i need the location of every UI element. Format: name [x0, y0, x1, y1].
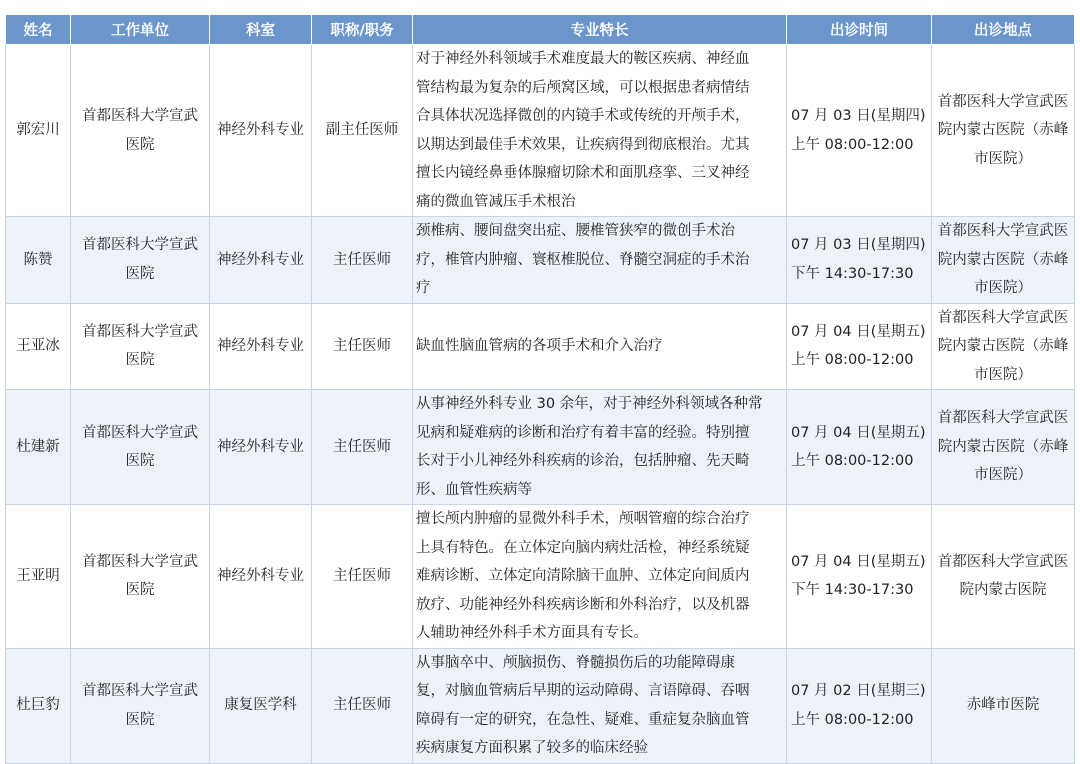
- work-unit-line: 首都医科大学宣武: [82, 108, 198, 124]
- header-row: [6, 15, 1075, 45]
- specialty: [413, 648, 787, 763]
- table-row: [6, 505, 1075, 649]
- work-unit-line: 医院: [125, 136, 155, 153]
- specialty-line: 形、血管性疾病等: [416, 481, 532, 498]
- specialty-line: 擅长内镜经鼻垂体腺瘤切除术和面肌痉挛、三叉神经: [416, 165, 750, 181]
- clinic-place: [932, 390, 1075, 505]
- clinic-place-line: 院内蒙古医院（赤峰: [937, 338, 1069, 354]
- job-title: 主任医师: [312, 217, 413, 304]
- specialty: [413, 45, 787, 217]
- job-title: 主任医师: [312, 390, 413, 505]
- header-place: 出诊地点: [932, 15, 1075, 45]
- work-unit-line: 首都医科大学宣武: [82, 553, 198, 570]
- table-row: [6, 303, 1075, 390]
- doctor-name: 杜建新: [6, 390, 71, 505]
- doctor-schedule-table: [5, 14, 1075, 764]
- clinic-time-line: 07 月 04 日(星期五): [791, 424, 926, 441]
- clinic-time-line: 下午 14:30-17:30: [791, 582, 914, 599]
- specialty-line: 擅长颅内肿瘤的显微外科手术，颅咽管瘤的综合治疗: [416, 511, 750, 527]
- clinic-place: [932, 303, 1075, 390]
- clinic-time-line: 07 月 03 日(星期四): [791, 108, 926, 124]
- clinic-time: [787, 303, 932, 390]
- work-unit: [71, 648, 210, 763]
- specialty-line: 从事脑卒中、颅脑损伤、脊髓损伤后的功能障碍康: [416, 654, 735, 671]
- clinic-place-line: 首都医科大学宣武医: [937, 223, 1069, 239]
- doctor-name: 杜巨豹: [6, 648, 71, 763]
- work-unit: [71, 505, 210, 649]
- specialty-line: 放疗、功能神经外科疾病诊断和外科治疗，以及机器: [416, 596, 750, 613]
- clinic-time-line: 上午 08:00-12:00: [791, 453, 914, 469]
- header-name: 姓名: [6, 15, 71, 45]
- specialty-line: 管结构最为复杂的后颅窝区域，可以根据患者病情结: [416, 79, 750, 96]
- work-unit-line: 首都医科大学宣武: [82, 424, 198, 441]
- clinic-time: [787, 648, 932, 763]
- clinic-time-line: 上午 08:00-12:00: [791, 136, 914, 153]
- work-unit-line: 首都医科大学宣武: [82, 323, 198, 340]
- specialty-line: 对于神经外科领域手术难度最大的鞍区疾病、神经血: [416, 51, 750, 67]
- clinic-time: [787, 505, 932, 649]
- specialty-line: 复，对脑血管病后早期的运动障碍、言语障碍、吞咽: [416, 683, 750, 699]
- specialty-line: 从事神经外科专业 30 余年，对于神经外科领域各种常: [416, 396, 763, 412]
- work-unit-line: 医院: [125, 582, 155, 599]
- specialty-line: 障碍有一定的研究，在急性、疑难、重症复杂脑血管: [416, 711, 750, 728]
- department: 神经外科专业: [210, 505, 312, 649]
- clinic-time-line: 07 月 04 日(星期五): [791, 553, 926, 570]
- clinic-time-line: 上午 08:00-12:00: [791, 711, 914, 728]
- clinic-place-line: 市医院）: [974, 467, 1032, 484]
- clinic-place-line: 首都医科大学宣武医: [937, 553, 1069, 570]
- work-unit: [71, 217, 210, 304]
- specialty-line: 疗，椎管内肿瘤、寰枢椎脱位、脊髓空洞症的手术治: [416, 251, 750, 268]
- clinic-place-line: 院内蒙古医院（赤峰: [937, 122, 1069, 139]
- department: 神经外科专业: [210, 217, 312, 304]
- clinic-place: [932, 648, 1075, 763]
- clinic-place: [932, 217, 1075, 304]
- doctor-name: 王亚冰: [6, 303, 71, 390]
- specialty-line: 以期达到最佳手术效果，让疾病得到彻底根治。尤其: [416, 136, 750, 153]
- specialty-line: 上具有特色。在立体定向脑内病灶活检，神经系统疑: [416, 539, 750, 556]
- work-unit: [71, 390, 210, 505]
- clinic-place: [932, 45, 1075, 217]
- clinic-place-line: 赤峰市医院: [966, 697, 1040, 714]
- clinic-time-line: 07 月 04 日(星期五): [791, 323, 926, 340]
- work-unit-line: 医院: [125, 453, 155, 469]
- specialty-line: 颈椎病、腰间盘突出症、腰椎管狭窄的微创手术治: [416, 223, 735, 239]
- job-title: 主任医师: [312, 505, 413, 649]
- job-title: 主任医师: [312, 648, 413, 763]
- specialty: [413, 390, 787, 505]
- specialty-line: 人辅助神经外科手术方面具有专长。: [416, 625, 648, 641]
- department: 神经外科专业: [210, 45, 312, 217]
- clinic-time-line: 上午 08:00-12:00: [791, 352, 914, 369]
- header-time: 出诊时间: [787, 15, 932, 45]
- specialty-line: 见病和疑难病的诊断和治疗有着丰富的经验。特别擅: [416, 424, 750, 441]
- work-unit-line: 医院: [125, 711, 155, 728]
- clinic-place-line: 院内蒙古医院: [959, 582, 1047, 599]
- department: 神经外科专业: [210, 303, 312, 390]
- clinic-time-line: 下午 14:30-17:30: [791, 265, 914, 282]
- specialty-line: 痛的微血管减压手术根治: [416, 193, 576, 210]
- clinic-time-line: 07 月 03 日(星期四): [791, 237, 926, 254]
- clinic-place-line: 院内蒙古医院（赤峰: [937, 251, 1069, 268]
- clinic-time: [787, 390, 932, 505]
- clinic-place-line: 首都医科大学宣武医: [937, 93, 1069, 110]
- specialty-line: 合具体状况选择微创的内镜手术或传统的开颅手术，: [416, 108, 750, 124]
- clinic-place-line: 市医院）: [974, 150, 1032, 167]
- clinic-place: [932, 505, 1075, 649]
- clinic-place-line: 首都医科大学宣武医: [937, 410, 1069, 427]
- specialty-line: 缺血性脑血管病的各项手术和介入治疗: [416, 338, 663, 354]
- doctor-name: 王亚明: [6, 505, 71, 649]
- specialty-line: 难病诊断、立体定向清除脑干血肿、立体定向间质内: [416, 568, 750, 584]
- clinic-time: [787, 217, 932, 304]
- header-specialty: 专业特长: [413, 15, 787, 45]
- work-unit: [71, 45, 210, 217]
- clinic-place-line: 市医院）: [974, 280, 1032, 296]
- work-unit: [71, 303, 210, 390]
- specialty-line: 疾病康复方面积累了较多的临床经验: [416, 740, 648, 756]
- table-row: [6, 45, 1075, 217]
- doctor-name: 陈赞: [6, 217, 71, 304]
- work-unit-line: 首都医科大学宣武: [82, 683, 198, 699]
- header-unit: 工作单位: [71, 15, 210, 45]
- specialty-line: 长对于小儿神经外科疾病的诊治，包括肿瘤、先天畸: [416, 453, 750, 469]
- table-row: [6, 648, 1075, 763]
- specialty: [413, 303, 787, 390]
- header-title: 职称/职务: [312, 15, 413, 45]
- work-unit-line: 医院: [125, 352, 155, 369]
- clinic-time-line: 07 月 02 日(星期三): [791, 683, 926, 699]
- table-row: [6, 390, 1075, 505]
- department: 神经外科专业: [210, 390, 312, 505]
- job-title: 主任医师: [312, 303, 413, 390]
- doctor-name: 郭宏川: [6, 45, 71, 217]
- work-unit-line: 医院: [125, 265, 155, 282]
- header-dept: 科室: [210, 15, 312, 45]
- work-unit-line: 首都医科大学宣武: [82, 237, 198, 254]
- specialty: [413, 505, 787, 649]
- department: 康复医学科: [210, 648, 312, 763]
- table-row: [6, 217, 1075, 304]
- job-title: 副主任医师: [312, 45, 413, 217]
- clinic-place-line: 首都医科大学宣武医: [937, 309, 1069, 326]
- clinic-time: [787, 45, 932, 217]
- specialty: [413, 217, 787, 304]
- clinic-place-line: 院内蒙古医院（赤峰: [937, 438, 1069, 455]
- specialty-line: 疗: [416, 280, 431, 296]
- clinic-place-line: 市医院）: [974, 366, 1032, 383]
